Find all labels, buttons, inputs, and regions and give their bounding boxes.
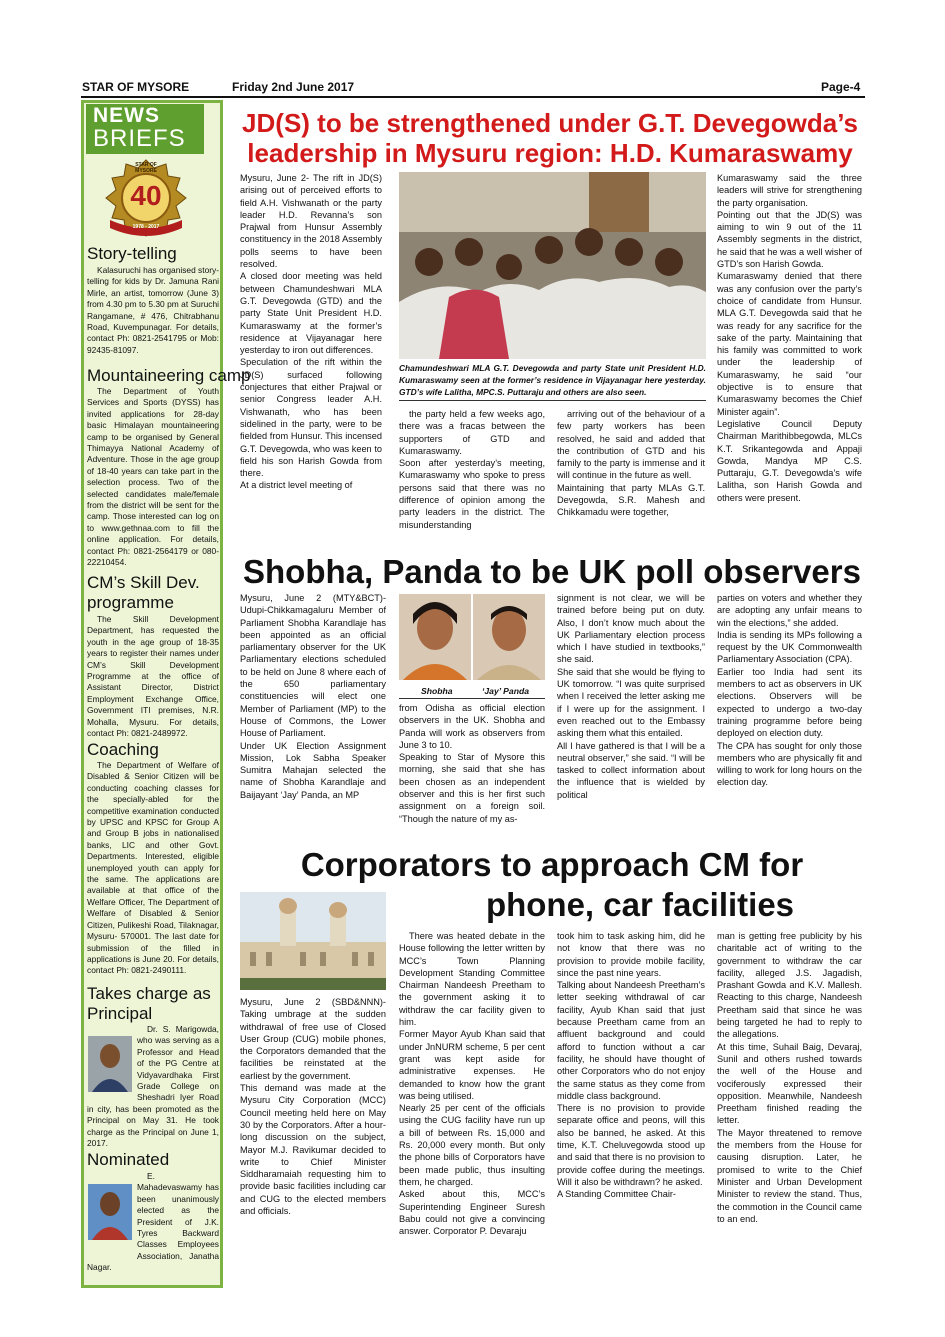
masthead-date: Friday 2nd June 2017 [232, 80, 355, 94]
anniversary-badge [102, 158, 190, 238]
brief-title-skill-dev: CM’s Skill Dev. programme [87, 573, 200, 612]
news-briefs-title-briefs: BRIEFS [93, 125, 186, 152]
story1-column-3 [557, 408, 705, 548]
caption-rule [399, 400, 706, 401]
brief-title-nominated: Nominated [87, 1150, 170, 1169]
brief-title-story-telling: Story-telling [87, 244, 177, 263]
brief-paragraph: Kalasuruchi has organised story-telling for kids by Dr. Jamuna Rani Mirle, an artist, tomorrow (June 3) from 4.30 pm to 5.30 pm at Suruchi Rangamane, # 476, Chitrabhanu Road, Kuvempunagar. For details, contact Ph: 0821-2541795 or Mob: 92435-81097. [87, 265, 219, 355]
story1-group-photo [399, 172, 706, 359]
story3-headline-line2: phone, car facilities [485, 886, 795, 923]
panda-photo [473, 594, 545, 680]
brief-text-story-telling [87, 265, 219, 356]
story3-text: took him to task asking him, did he not know that there was no provision to provide mobile facility, since the past nine years. Talking about Nandeesh Preetham’s letter seeking withdrawal of car facility, Ayub Khan said that just because Preetham came from an affluent background and could afford to function without a car facility, he should have thought of other Corporators who do not enjoy the same status as they come from middle class background. There is no provision to provide separate office and peons, will this also be banned, he asked. At this time, K.T. Cheluvegowda stood up and said that there is no provision to provide coffee during the meetings. Will it also be withdrawn? he asked. A Standing Committee Chair- [557, 931, 705, 1200]
page-number: Page-4 [821, 80, 861, 94]
badge-number: 40 [130, 180, 162, 211]
brief-paragraph: Dr. S. Marigowda, who was serving as a Professor and Head of the PG Centre at Vidyavardhaka First Grade College on Sheshadri Iyer Road in city, has been promoted as the Principal on May 31. He took charge as the Principal on June 1, 2017. [87, 1024, 219, 1149]
group-photo-icon [399, 172, 706, 359]
story3-text: There was heated debate in the House following the letter written by MCC’s Town Planning Development Standing Committee Chairman Nandeesh Preetham to the government asking it to withdraw the car facility given to him. Former Mayor Ayub Khan said that under JnNURM scheme, 5 per cent grant was kept aside for administrative expenses. He demanded to know how the grant was being utilised. Nearly 25 per cent of the officials using the CUG facility have run up a bill of between Rs. 15,000 and Rs. 20,000 every month. But only the phone bills of Corporators have been made public, thus insulting them, he charged. Asked about this, MCC’s Superintending Engineer Suresh Babu could not give a convincing answer. Corporator P. Devaraju [399, 931, 545, 1237]
caption-rule [399, 698, 545, 699]
story1-column-4 [717, 172, 862, 548]
brief-paragraph: The Skill Development Department, has requested the youth in the age group of 18-35 years to register their names under CM’s Skill Development Programme at the office of Assistant Director, District Employment Exchange Office, Government ITI premises, N.R. Mohalla, Mysuru. For details, contact Ph: 0821-2489972. [87, 614, 219, 739]
brief-text-coaching [87, 760, 219, 977]
story2-text: parties on voters and whether they are adopting any unfair means to win the elections,” she added. India is sending its MPs following a request by the UK Commonwealth Parliamentary Association (CPA). Earlier too India had sent its members to act as observers in UK elections. Observers will be expected to undergo a two-day training programme before being deployed on election duty. The CPA has sought for only those members who are physically fit and willing to work for long hours on the election day. [717, 593, 862, 788]
brief-text-mountaineering [87, 386, 219, 569]
story3-column-2 [399, 930, 545, 1266]
story1-headline: JD(S) to be strengthened under G.T. Devegowda’s leadership in Mysuru region: H.D. Kumaraswamy [242, 108, 858, 168]
masthead-paper-name: STAR OF MYSORE [82, 80, 190, 94]
brief-paragraph: The Department of Youth Services and Sports (DYSS) has invited applications for 28-day basic Himalayan mountaineering camp to be organised by General Thimayya National Academy of Adventure. Those in the age group of 18-40 years can take part in the selection process. Two of the selected candidates male/female from the district will be sent for the camp. Those interested can log on to www.gethnaa.com to fill the online application. For details, contact Ph: 0821-2564179 or 080-22210454. [87, 386, 219, 568]
story3-text: Mysuru, June 2 (SBD&NNN)- Taking umbrage at the sudden withdrawal of free use of Closed User Group (CUG) mobile phones, the Corporators demanded that the facilities be reinstated at the earliest by the government. This demand was made at the Mysuru City Corporation (MCC) Council meeting held here on May 30 by the Corporators. After a hour-long discussion on the subject, Mayor M.J. Ravikumar decided to write to Chief Minister Siddharamaiah requesting him to provide basic facilities including car and CUG to the elected members and officials. [240, 997, 386, 1217]
story3-column-3 [557, 930, 705, 1266]
brief-text-skill-dev [87, 614, 219, 739]
header-rule [81, 96, 865, 98]
story2-text: Mysuru, June 2 (MTY&BCT)- Udupi-Chikkamagaluru Member of Parliament Shobha Karandlaje has been appointed as an official parliamentary observer for the UK Parliamentary elections scheduled to be held on June 8 where each of the 650 parliamentary constituencies will elect one Member of Parliament (MP) to the House of Commons, the Lower House of Parliament. Under UK Election Assignment Mission, Lok Sabha Speaker Sumitra Mahajan selected the name of Shobha Karandlaje and Baijayant ‘Jay’ Panda, an MP [240, 593, 386, 800]
mcc-building-photo [240, 892, 386, 990]
shobha-photo [399, 594, 471, 680]
story1-text: arriving out of the behaviour of a few party workers has been resolved, he said and added that the contribution of GTD and his family to the party is immense and it will continue in the future as well. Maintaining that party MLAs G.T. Devegowda, S.R. Mahesh and Chikkamadu were together, [557, 409, 705, 518]
story2-text: from Odisha as official election observers in the UK. Shobha and Panda will work as observers from June 3 to 10. Speaking to Star of Mysore this morning, she said that she has been chosen as an independent observer and this is her first such assignment on a foreign soil. “Though the nature of my as- [399, 703, 545, 824]
news-briefs-title-news: NEWS [93, 104, 160, 127]
shobha-caption: Shobha [421, 686, 453, 696]
story3-column-4 [717, 930, 862, 1266]
story2-column-4 [717, 592, 862, 842]
story3-headline-line1: Corporators to approach CM for [300, 846, 804, 883]
story3-text: man is getting free publicity by his charitable act of writing to the government to withdraw the car facility, alleged J.S. Jagadish, Prashant Gowda and K.V. Mallesh. Reacting to this charge, Nandeesh Preetham said that since he was being targeted he had to reply to the allegations. At this time, Suhail Baig, Devaraj, Sunil and others rushed towards the well of the House and vociferously expressed their opposition. Meanwhile, Nandeesh Preetham finished reading the letter. The Mayor threatened to remove the members from the House for causing disruption. Later, he promised to write to the Chief Minister and Urban Development Minister to review the stand. Thus, the commotion in the Council came to an end. [717, 931, 862, 1224]
story2-headline: Shobha, Panda to be UK poll observers [243, 553, 861, 590]
brief-title-principal: Takes charge as Principal [87, 984, 211, 1023]
portrait-icon [399, 594, 471, 680]
brief-paragraph: E. Mahadevaswamy has been unanimously elected as the President of J.K. Tyres Backward Classes Employees Association, Janatha Nagar. [87, 1171, 219, 1273]
story3-column-1 [240, 996, 386, 1266]
story2-column-3 [557, 592, 705, 842]
badge-top-text: STAR OF MYSORE [135, 162, 157, 174]
badge-bottom-text: 1978 - 2017 [132, 224, 160, 230]
story2-column-2 [399, 702, 545, 842]
panda-caption: ‘Jay’ Panda [482, 686, 529, 696]
brief-title-coaching: Coaching [87, 740, 159, 759]
brief-text-principal [87, 1024, 219, 1149]
story2-column-1 [240, 592, 386, 842]
story1-text: the party held a few weeks ago, there was a fracas between the supporters of GTD and Kumaraswamy. Soon after yesterday’s meeting, Kumaraswamy who spoke to press persons said that there was no difference of opinion among the party leaders in the district. The misunderstanding [399, 409, 545, 530]
brief-text-nominated [87, 1171, 219, 1274]
brief-title-mountaineering: Mountaineering camp [87, 366, 251, 385]
story2-text: signment is not clear, we will be trained before being put on duty. Also, I don’t know much about the UK Parliamentary election process which I have studied in textbooks,” she said. She said that she would be flying to UK tomorrow. “I was quite surprised when I received the letter asking me if I were up for the assignment. I even reached out to the Embassy asking them what this entailed. All I have gathered is that I will be a neutral observer,” she said. “I will be tasked to collect information about the influence that is wielded by political [557, 593, 705, 800]
story1-column-2 [399, 408, 545, 548]
portrait-icon [473, 594, 545, 680]
story1-text: Kumaraswamy said the three leaders will strive for strengthening the party organisation. Pointing out that the JD(S) was aiming to win 9 out of the 11 Assembly segments in the district, he said that he was a well wisher of GTD’s son Harish Gowda. Kumaraswamy denied that there was any confusion over the party’s choice of candidate from Hunsur. MLA G.T. Devegowda said that he was ready for any sacrifice for the sake of the party. Maintaining that his family was committed to work under the leadership of Kumaraswamy, he said “our objective is to ensure that Kumaraswamy becomes the Chief Minister again”. Legislative Council Deputy Chairman Marithibbegowda, MLCs K.T. Srikantegowda and Appaji Gowda, Mandya MP C.S. Puttaraju, G.T. Devegowda’s wife Lalitha, son Harish Gowda and others were present. [717, 173, 862, 503]
building-photo-icon [240, 892, 386, 990]
brief-paragraph: The Department of Welfare of Disabled & Senior Citizen will be conducting coaching classes for the specially-abled for the competitive examination conducted by UPSC and KPSC for Group A and Group B jobs in nationalised banks, LIC and other Govt. Departments. Interested, eligible unemployed youth can apply for the same. The applications are available at that office of the Welfare Officer, The Department of Welfare of Disabled & Senior Citizen, Pulikeshi Road, Tilaknagar, Mysuru- 570001. The last date for submission of the filled in applications is June 20. For details, contact Ph: 0821-2490111. [87, 760, 219, 976]
story1-text: Mysuru, June 2- The rift in JD(S) arising out of perceived efforts to field A.H. Vishwanath or the party leader H.D. Revanna’s son Prajwal from Hunsur Assembly constituency in the 2018 Assembly polls seems to have been resolved. A closed door meeting was held between Chamundeshwari MLA G.T. Devegowda (GTD) and the party State Unit President H.D. Kumaraswamy at the former’s residence at Vijayanagar here yesterday to iron out differences. Speculation of the rift within the JD(S) surfaced following conjectures that either Prajwal or senior Congress leader A.H. Vishwanath, who has been sidelined in the party, were to be fielded from Hunsur. This incensed G.T. Devegowda, who was keen to field his son Harish Gowda from there. At a district level meeting of [240, 173, 382, 491]
story1-column-1 [240, 172, 382, 548]
story1-photo-caption: Chamundeshwari MLA G.T. Devegowda and party State unit President H.D. Kumaraswamy seen at the former’s residence in Vijayanagar here yesterday. GTD’s wife Lalitha, MPC.S. Puttaraju and others are also seen. [399, 363, 706, 397]
